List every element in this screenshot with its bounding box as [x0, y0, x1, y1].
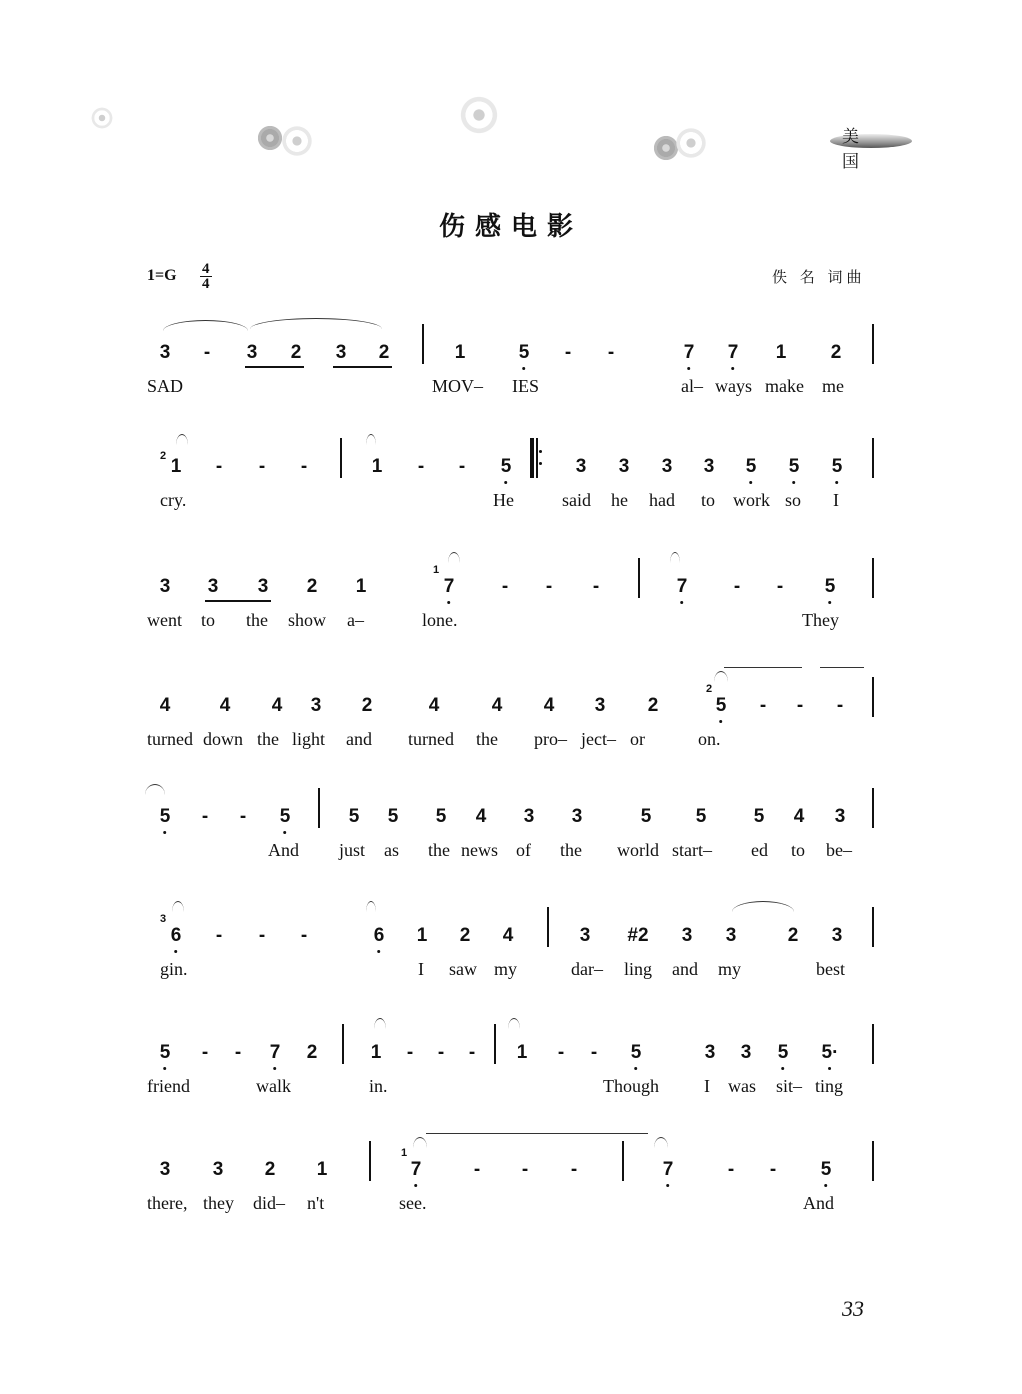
note: 3: [703, 456, 715, 477]
note: 4: [219, 695, 231, 716]
barline: [342, 1024, 344, 1064]
dash: -: [501, 576, 509, 597]
country-label: 美 国: [842, 127, 877, 172]
lyric: they: [203, 1193, 234, 1213]
note: 5: [777, 1042, 789, 1063]
lyric: walk: [256, 1076, 291, 1096]
lyric: And: [803, 1193, 834, 1213]
lyric: lone.: [422, 610, 458, 630]
dash: -: [590, 1042, 598, 1063]
lyric: They: [802, 610, 839, 630]
lyric: cry.: [160, 490, 187, 510]
note: 3: [212, 1159, 224, 1180]
dash: -: [521, 1159, 529, 1180]
time-signature: $\frac{4}{4}$: [202, 261, 210, 292]
lyric: dar–: [571, 959, 603, 979]
barline: [872, 1024, 874, 1064]
note: 4: [271, 695, 283, 716]
dash: -: [607, 342, 615, 363]
barline: [872, 558, 874, 598]
note: 5: [715, 695, 727, 716]
dash: -: [776, 576, 784, 597]
lyric: friend: [147, 1076, 190, 1096]
lyric: just: [339, 840, 366, 860]
lyric: make: [765, 376, 804, 396]
lyric: work: [733, 490, 770, 510]
grace-note: 2: [705, 683, 713, 695]
note: 5: [695, 806, 707, 827]
lyric: best: [816, 959, 845, 979]
note: 1: [316, 1159, 328, 1180]
lyric: ed: [751, 840, 768, 860]
lyric: said: [562, 490, 591, 510]
note: 5: [387, 806, 399, 827]
note: 3: [725, 925, 737, 946]
lyric: ject–: [581, 729, 616, 749]
note: 2: [264, 1159, 276, 1180]
note: 2: [306, 1042, 318, 1063]
lyric: the: [476, 729, 498, 749]
note: 5: [518, 342, 530, 363]
barline: [872, 907, 874, 947]
note: 3: [834, 806, 846, 827]
note: 1: [370, 1042, 382, 1063]
dash: -: [545, 576, 553, 597]
note: 2: [306, 576, 318, 597]
lyric: al–: [681, 376, 703, 396]
note: 5: [630, 1042, 642, 1063]
note: 5: [753, 806, 765, 827]
lyric: ways: [715, 376, 752, 396]
note: 5: [348, 806, 360, 827]
lyric: ting: [815, 1076, 844, 1096]
note: 2: [787, 925, 799, 946]
note: 4: [543, 695, 555, 716]
note: 3: [661, 456, 673, 477]
note: 1: [454, 342, 466, 363]
barline: [872, 1141, 874, 1181]
note: 1: [775, 342, 787, 363]
lyric: pro–: [534, 729, 567, 749]
lyric: to: [201, 610, 216, 630]
lyric: he: [611, 490, 628, 510]
lyric: there,: [147, 1193, 188, 1213]
key-signature: 1=G: [147, 267, 177, 284]
dash: -: [201, 1042, 209, 1063]
note: 4: [502, 925, 514, 946]
note: 4: [159, 695, 171, 716]
note: 3: [257, 576, 269, 597]
note: 5: [500, 456, 512, 477]
barline: [622, 1141, 624, 1181]
note: 7: [443, 576, 455, 597]
note: 2: [647, 695, 659, 716]
flower-icon: [458, 94, 500, 136]
note: 5: [831, 456, 843, 477]
note: 3: [740, 1042, 752, 1063]
note: 3: [246, 342, 258, 363]
dash: -: [570, 1159, 578, 1180]
song-credit: 佚 名 词曲: [772, 268, 866, 286]
lyric: my: [718, 959, 742, 979]
dash: -: [203, 342, 211, 363]
note: 6: [170, 925, 182, 946]
note: 2: [459, 925, 471, 946]
note: 7: [662, 1159, 674, 1180]
lyric: light: [292, 729, 326, 749]
note: 5: [159, 806, 171, 827]
flower-icon: [90, 106, 114, 130]
barline: [872, 677, 874, 717]
lyric: I: [418, 959, 424, 979]
note: 3: [579, 925, 591, 946]
dash: -: [769, 1159, 777, 1180]
lyric: start–: [672, 840, 712, 860]
sharp-note: #2: [627, 925, 649, 946]
dash: -: [234, 1042, 242, 1063]
song-title: 伤感电影: [438, 212, 583, 242]
lyric: down: [203, 729, 243, 749]
note: 2: [378, 342, 390, 363]
dash: -: [417, 456, 425, 477]
note: 6: [373, 925, 385, 946]
lyric: gin.: [160, 959, 188, 979]
dash: -: [564, 342, 572, 363]
note: 7: [269, 1042, 281, 1063]
lyric: IES: [512, 376, 539, 396]
dash: -: [836, 695, 844, 716]
note: 3: [159, 576, 171, 597]
lyric: SAD: [147, 376, 184, 396]
dash: -: [592, 576, 600, 597]
lyric: see.: [399, 1193, 427, 1213]
lyric: I: [833, 490, 839, 510]
lyric: ling: [624, 959, 653, 979]
dash: -: [727, 1159, 735, 1180]
lyric: as: [384, 840, 399, 860]
note: 4: [491, 695, 503, 716]
barline: [872, 788, 874, 828]
lyric: went: [147, 610, 182, 630]
barline: [369, 1141, 371, 1181]
lyric: the: [257, 729, 279, 749]
note: 4: [475, 806, 487, 827]
dash: -: [557, 1042, 565, 1063]
note: 1: [371, 456, 383, 477]
grace-note: 1: [400, 1147, 408, 1159]
lyric: in.: [369, 1076, 388, 1096]
note: 3: [159, 1159, 171, 1180]
note: 1: [516, 1042, 528, 1063]
repeat-start-sign: [530, 438, 540, 478]
note: 4: [428, 695, 440, 716]
dash: -: [258, 925, 266, 946]
note: 3: [594, 695, 606, 716]
lyric: Though: [603, 1076, 659, 1096]
note: 2: [361, 695, 373, 716]
dash: -: [300, 925, 308, 946]
flower-icon: [674, 126, 708, 160]
lyric: was: [728, 1076, 756, 1096]
lyric: the: [428, 840, 450, 860]
dash: -: [759, 695, 767, 716]
lyric: world: [617, 840, 659, 860]
dash: -: [201, 806, 209, 827]
note: 3: [523, 806, 535, 827]
note: 7: [410, 1159, 422, 1180]
barline: [340, 438, 342, 478]
grace-note: 1: [432, 564, 440, 576]
note: 5: [788, 456, 800, 477]
dash: -: [733, 576, 741, 597]
lyric: n't: [307, 1193, 325, 1213]
lyric: to: [701, 490, 716, 510]
lyric: show: [288, 610, 327, 630]
note: 2: [830, 342, 842, 363]
lyric: so: [785, 490, 802, 510]
lyric: turned: [408, 729, 454, 749]
lyric: on.: [698, 729, 721, 749]
dash: -: [215, 925, 223, 946]
lyric: me: [822, 376, 844, 396]
lyric: had: [649, 490, 675, 510]
country-badge: [830, 122, 912, 172]
note: 3: [575, 456, 587, 477]
lyric: turned: [147, 729, 193, 749]
lyric: And: [268, 840, 299, 860]
note: 5: [159, 1042, 171, 1063]
barline: [318, 788, 320, 828]
dash: -: [258, 456, 266, 477]
barline: [494, 1024, 496, 1064]
note: 4: [793, 806, 805, 827]
note: 1: [416, 925, 428, 946]
note: 3: [571, 806, 583, 827]
note: 5: [435, 806, 447, 827]
note: 3: [207, 576, 219, 597]
flower-icon: [280, 124, 314, 158]
dash: -: [239, 806, 247, 827]
note: 3: [704, 1042, 716, 1063]
lyric: I: [704, 1076, 710, 1096]
note: 5: [279, 806, 291, 827]
dash: -: [406, 1042, 414, 1063]
dash: -: [300, 456, 308, 477]
lyric: and: [672, 959, 698, 979]
note: 3: [159, 342, 171, 363]
barline: [872, 324, 874, 364]
grace-note: 3: [159, 913, 167, 925]
note: 3: [618, 456, 630, 477]
note: 5: [824, 576, 836, 597]
dash: -: [437, 1042, 445, 1063]
lyric: the: [246, 610, 268, 630]
note: 3: [831, 925, 843, 946]
dotted-note: 5·: [821, 1042, 839, 1063]
note: 1: [170, 456, 182, 477]
dash: -: [215, 456, 223, 477]
lyric: a–: [347, 610, 364, 630]
note: 3: [310, 695, 322, 716]
grace-note: 2: [159, 450, 167, 462]
lyric: did–: [253, 1193, 286, 1213]
note: 5: [640, 806, 652, 827]
note: 3: [335, 342, 347, 363]
lyric: news: [461, 840, 498, 860]
barline: [638, 558, 640, 598]
note: 7: [676, 576, 688, 597]
note: 2: [290, 342, 302, 363]
lyric: He: [493, 490, 514, 510]
dash: -: [458, 456, 466, 477]
dash: -: [473, 1159, 481, 1180]
note: 1: [355, 576, 367, 597]
note: 3: [681, 925, 693, 946]
lyric: my: [494, 959, 518, 979]
lyric: the: [560, 840, 582, 860]
barline: [422, 324, 424, 364]
barline: [872, 438, 874, 478]
page-number: 33: [842, 1296, 864, 1321]
lyric: to: [791, 840, 806, 860]
note: 7: [683, 342, 695, 363]
lyric: and: [346, 729, 372, 749]
lyric: saw: [449, 959, 477, 979]
dash: -: [468, 1042, 476, 1063]
barline: [547, 907, 549, 947]
lyric: sit–: [776, 1076, 803, 1096]
dash: -: [796, 695, 804, 716]
note: 5: [820, 1159, 832, 1180]
lyric: be–: [826, 840, 852, 860]
lyric: of: [516, 840, 531, 860]
lyric: MOV–: [432, 376, 484, 396]
note: 7: [727, 342, 739, 363]
note: 5: [745, 456, 757, 477]
lyric: or: [630, 729, 645, 749]
